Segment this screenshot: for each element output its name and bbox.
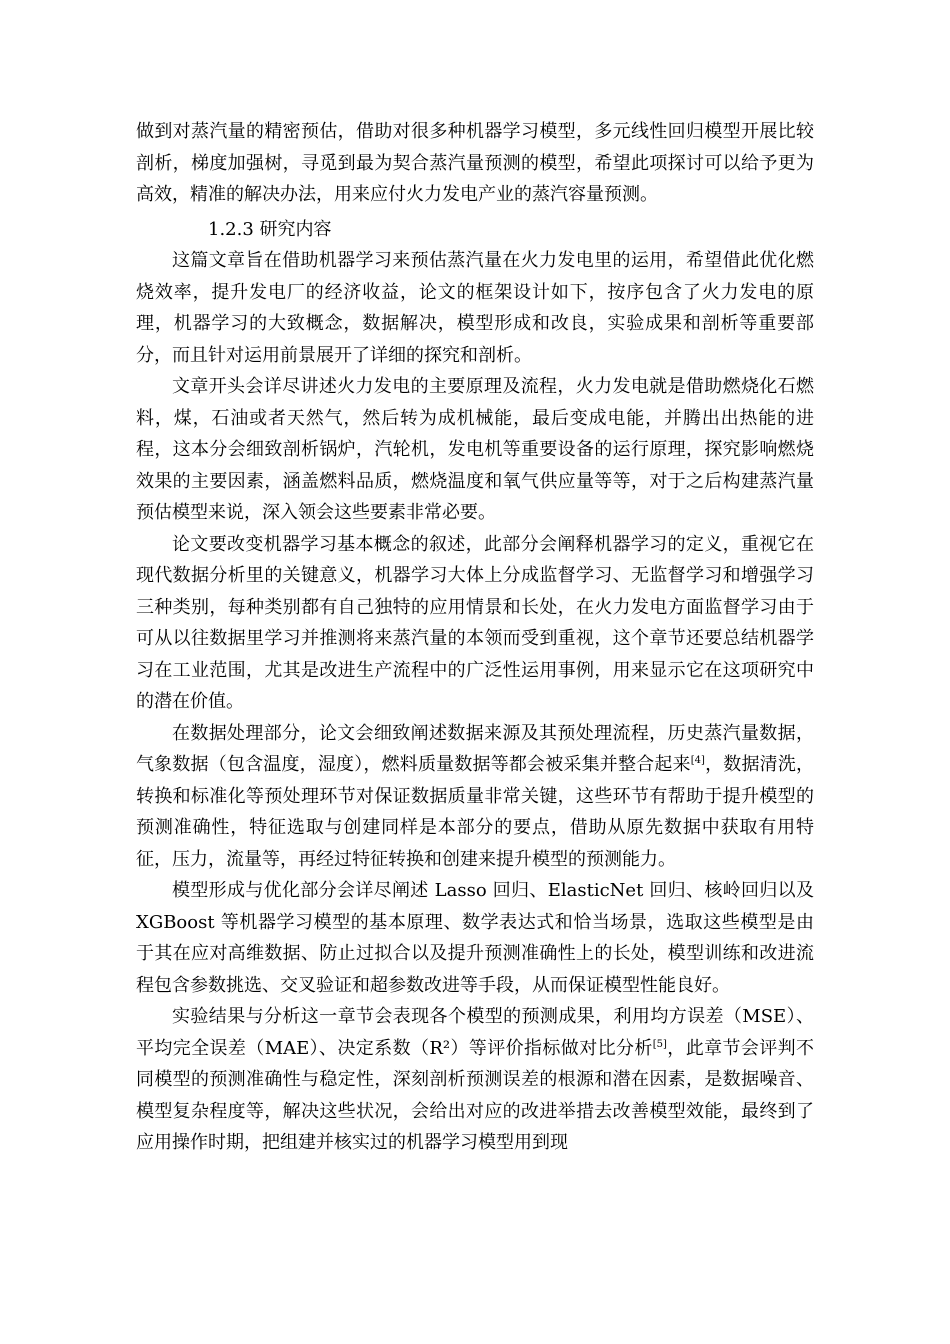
- document-body: [136, 116, 814, 1159]
- paragraph-text: ，数据清洗，转换和标准化等预处理环节对保证数据质量非常关键，这些环节有帮助于提升模型的预测准确性，特征选取与创建同样是本部分的要点，借助从原先数据中获取有用特征，压力，流量等，再经过特征转换和创建来提升模型的预测能力。: [136, 754, 814, 870]
- paragraph-continuation: [136, 116, 814, 211]
- paragraph: [136, 245, 814, 371]
- paragraph-text: 做到对蒸汽量的精密预估，借助对很多种机器学习模型，多元线性回归模型开展比较剖析，梯度加强树，寻觅到最为契合蒸汽量预测的模型，希望此项探讨可以给予更为高效，精准的解决办法，用来应付火力发电产业的蒸汽容量预测。: [136, 121, 814, 205]
- citation-ref: [4]: [690, 755, 705, 766]
- paragraph: [136, 371, 814, 529]
- paragraph-text: ，此章节会评判不同模型的预测准确性与稳定性，深刻剖析预测误差的根源和潜在因素，是数据噪音、模型复杂程度等，解决这些状况，会给出对应的改进举措去改善模型效能，最终到了应用操作时期，把组建并核实过的机器学习模型用到现: [136, 1037, 815, 1153]
- paragraph: [136, 718, 814, 876]
- paragraph-text: 在数据处理部分，论文会细致阐述数据来源及其预处理流程，历史蒸汽量数据，气象数据（包含温度，湿度），燃料质量数据等都会被采集并整合起来: [136, 722, 814, 775]
- paragraph-text: 实验结果与分析这一章节会表现各个模型的预测成果，利用均方误差（MSE）、平均完全误差（MAE）、决定系数（R²）等评价指标做对比分析: [136, 1006, 814, 1059]
- paragraph-text: 文章开头会详尽讲述火力发电的主要原理及流程，火力发电就是借助燃烧化石燃料，煤，石油或者天然气，然后转为成机械能，最后变成电能，并腾出出热能的进程，这本分会细致剖析锅炉，汽轮机，发电机等重要设备的运行原理，探究影响燃烧效果的主要因素，涵盖燃料品质，燃烧温度和氧气供应量等等，对于之后构建蒸汽量预估模型来说，深入领会这些要素非常必要。: [136, 376, 814, 523]
- paragraph: [136, 875, 814, 1001]
- paragraph-text: 论文要改变机器学习基本概念的叙述，此部分会阐释机器学习的定义，重视它在现代数据分析里的关键意义，机器学习大体上分成监督学习、无监督学习和增强学习三种类别，每种类别都有自己独特的应用情景和长处，在火力发电方面监督学习由于可从以往数据里学习并推测将来蒸汽量的本领而受到重视，这个章节还要总结机器学习在工业范围，尤其是改进生产流程中的广泛性运用事例，用来显示它在这项研究中的潜在价值。: [136, 533, 814, 712]
- section-heading-text: 1.2.3 研究内容: [208, 218, 332, 240]
- citation-ref: [5]: [652, 1038, 667, 1050]
- paragraph-text: 模型形成与优化部分会详尽阐述 Lasso 回归、ElasticNet 回归、核岭回归以及 XGBoost 等机器学习模型的基本原理、数学表达式和恰当场景，选取这些模型是由于其在应对高维数据、防止过拟合以及提升预测准确性上的长处，模型训练和改进流程包含参数挑选、交叉验证和超参数改进等手段，从而保证模型性能良好。: [136, 880, 814, 996]
- paragraph-text: 这篇文章旨在借助机器学习来预估蒸汽量在火力发电里的运用，希望借此优化燃烧效率，提升发电厂的经济收益，论文的框架设计如下，按序包含了火力发电的原理，机器学习的大致概念，数据解决，模型形成和改良，实验成果和剖析等重要部分，而且针对运用前景展开了详细的探究和剖析。: [136, 250, 814, 366]
- paragraph: [136, 1001, 814, 1159]
- paragraph: [136, 529, 814, 718]
- section-heading: [136, 214, 814, 246]
